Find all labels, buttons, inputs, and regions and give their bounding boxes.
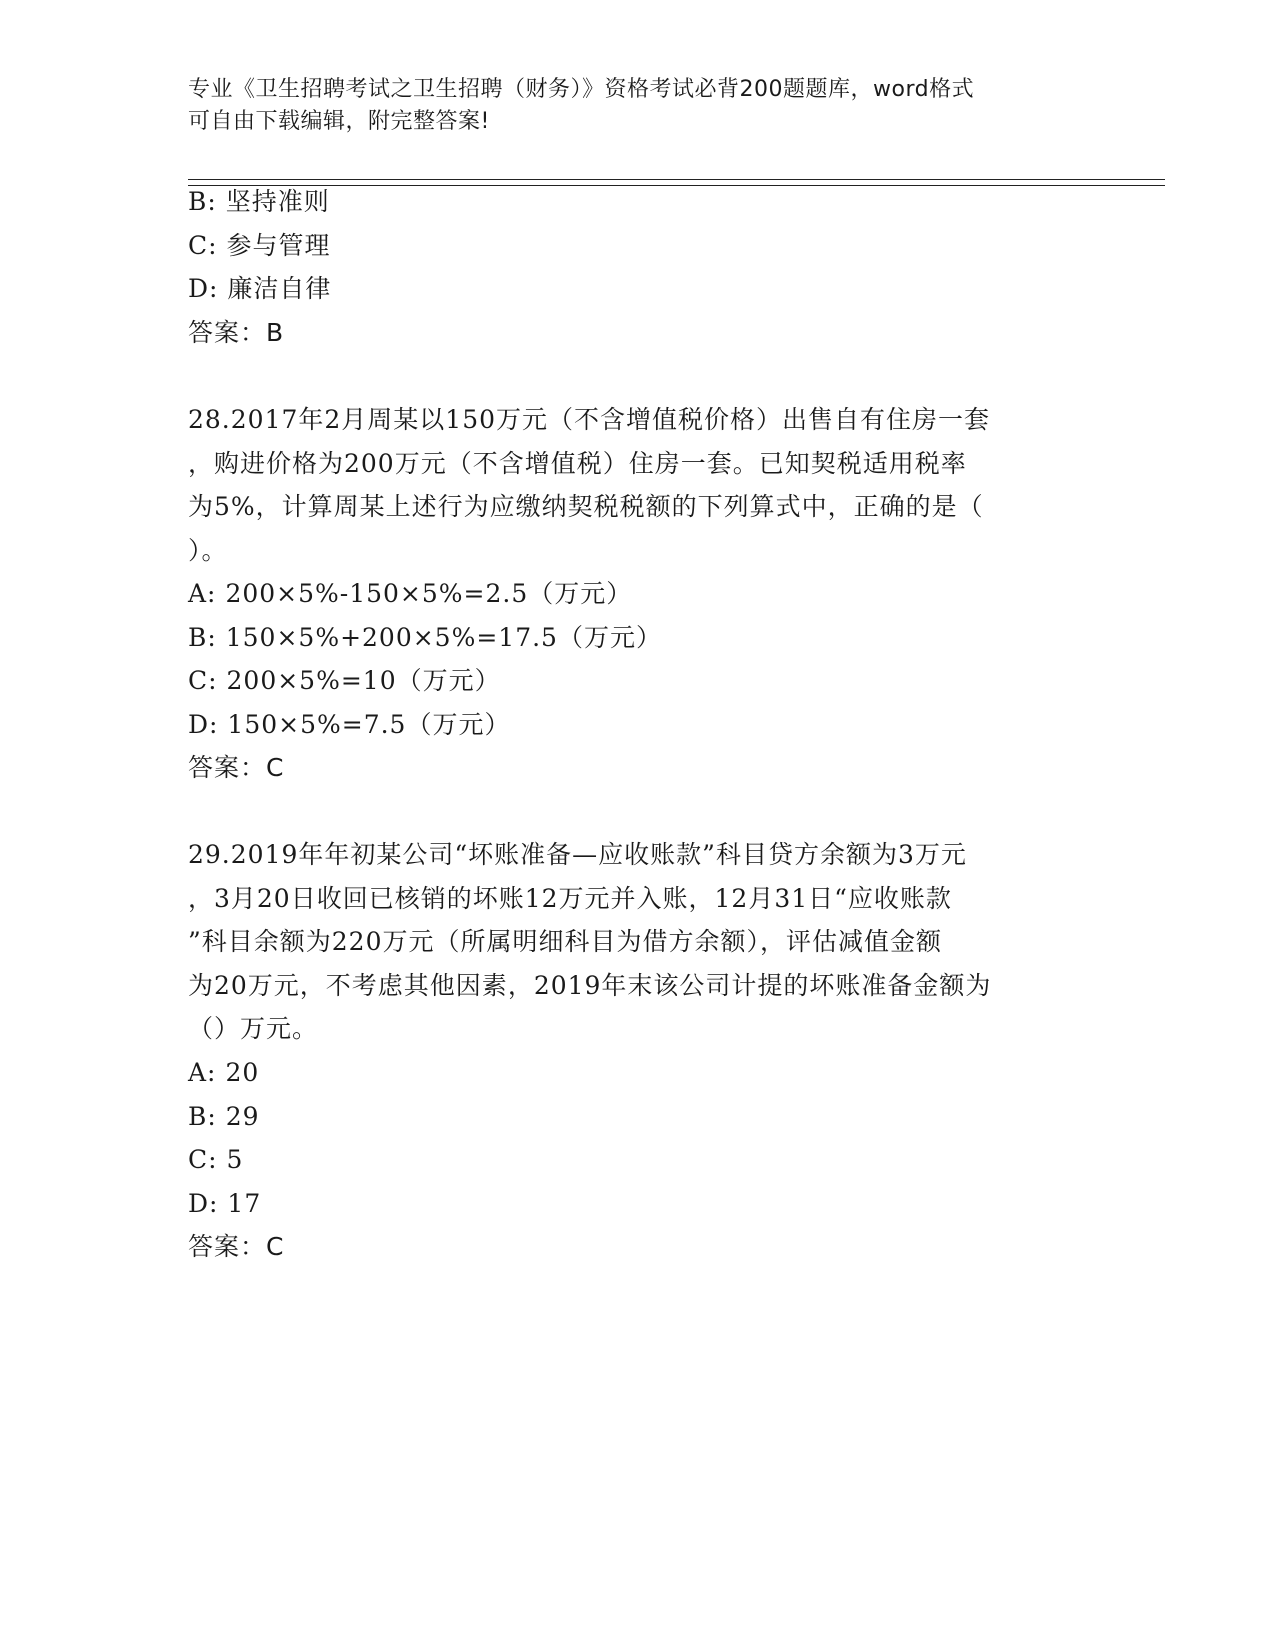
option-text: 坚持准则 (225, 187, 330, 216)
document-header (188, 74, 1068, 138)
question-29-option-b (188, 1101, 260, 1133)
question-28-line-2: ，购进价格为200万元（不含增值税）住房一套。已知契税适用税率 (188, 449, 967, 478)
question-29-line-3: ”科目余额为220万元（所属明细科目为借方余额），评估减值金额 (188, 927, 943, 956)
question-28-line-1: 28.2017年2月周某以150万元（不含增值税价格）出售自有住房一套 (188, 405, 991, 434)
option-d (188, 273, 331, 305)
question-28-line-4: ）。 (188, 536, 228, 565)
option-text: 参与管理 (226, 231, 331, 260)
option-label: A: (188, 579, 217, 608)
question-29-line-1: 29.2019年年初某公司“坏账准备—应收账款”科目贷方余额为3万元 (188, 840, 967, 869)
question-28-option-d (188, 709, 510, 741)
question-29-option-d (188, 1188, 261, 1220)
question-29-line-4: 为20万元，不考虑其他因素，2019年末该公司计提的坏账准备金额为 (188, 971, 992, 1000)
question-28-option-a (188, 578, 632, 610)
header-title-line-1: 专业《卫生招聘考试之卫生招聘（财务）》资格考试必背200题题库，word格式 (188, 77, 975, 102)
option-label: D: (188, 1189, 219, 1218)
question-28-line-3: 为5%，计算周某上述行为应缴纳契税税额的下列算式中，正确的是（ (188, 492, 984, 521)
header-divider-bottom (188, 185, 1165, 186)
option-label: D: (188, 710, 219, 739)
question-28-option-c (188, 665, 501, 697)
option-label: B: (188, 623, 217, 652)
option-text: 5 (226, 1145, 244, 1174)
option-text: 200×5%-150×5%=2.5（万元） (225, 579, 633, 608)
option-text: 廉洁自律 (227, 274, 332, 303)
option-text: 200×5%=10（万元） (226, 666, 501, 695)
question-29-line-2: ，3月20日收回已核销的坏账12万元并入账，12月31日“应收账款 (188, 884, 952, 913)
option-text: 20 (225, 1058, 260, 1087)
question-29-answer: 答案：C (188, 1232, 285, 1261)
option-c (188, 230, 331, 262)
question-29-option-c (188, 1144, 243, 1176)
question-29-line-5: （）万元。 (188, 1014, 319, 1043)
option-text: 150×5%=7.5（万元） (227, 710, 511, 739)
option-label: B: (188, 187, 217, 216)
option-label: C: (188, 231, 218, 260)
option-label: C: (188, 1145, 218, 1174)
question-29-option-a (188, 1057, 259, 1089)
option-text: 29 (225, 1102, 260, 1131)
question-28-option-b (188, 622, 662, 654)
option-label: A: (188, 1058, 217, 1087)
option-label: D: (188, 274, 219, 303)
question-28-answer: 答案：C (188, 753, 285, 782)
header-title-line-2: 可自由下载编辑，附完整答案! (188, 109, 490, 134)
option-label: B: (188, 1102, 217, 1131)
option-b (188, 186, 330, 218)
answer-line: 答案：B (188, 318, 285, 347)
option-text: 150×5%+200×5%=17.5（万元） (225, 623, 662, 652)
option-text: 17 (227, 1189, 262, 1218)
option-label: C: (188, 666, 218, 695)
header-divider-top (188, 179, 1165, 180)
